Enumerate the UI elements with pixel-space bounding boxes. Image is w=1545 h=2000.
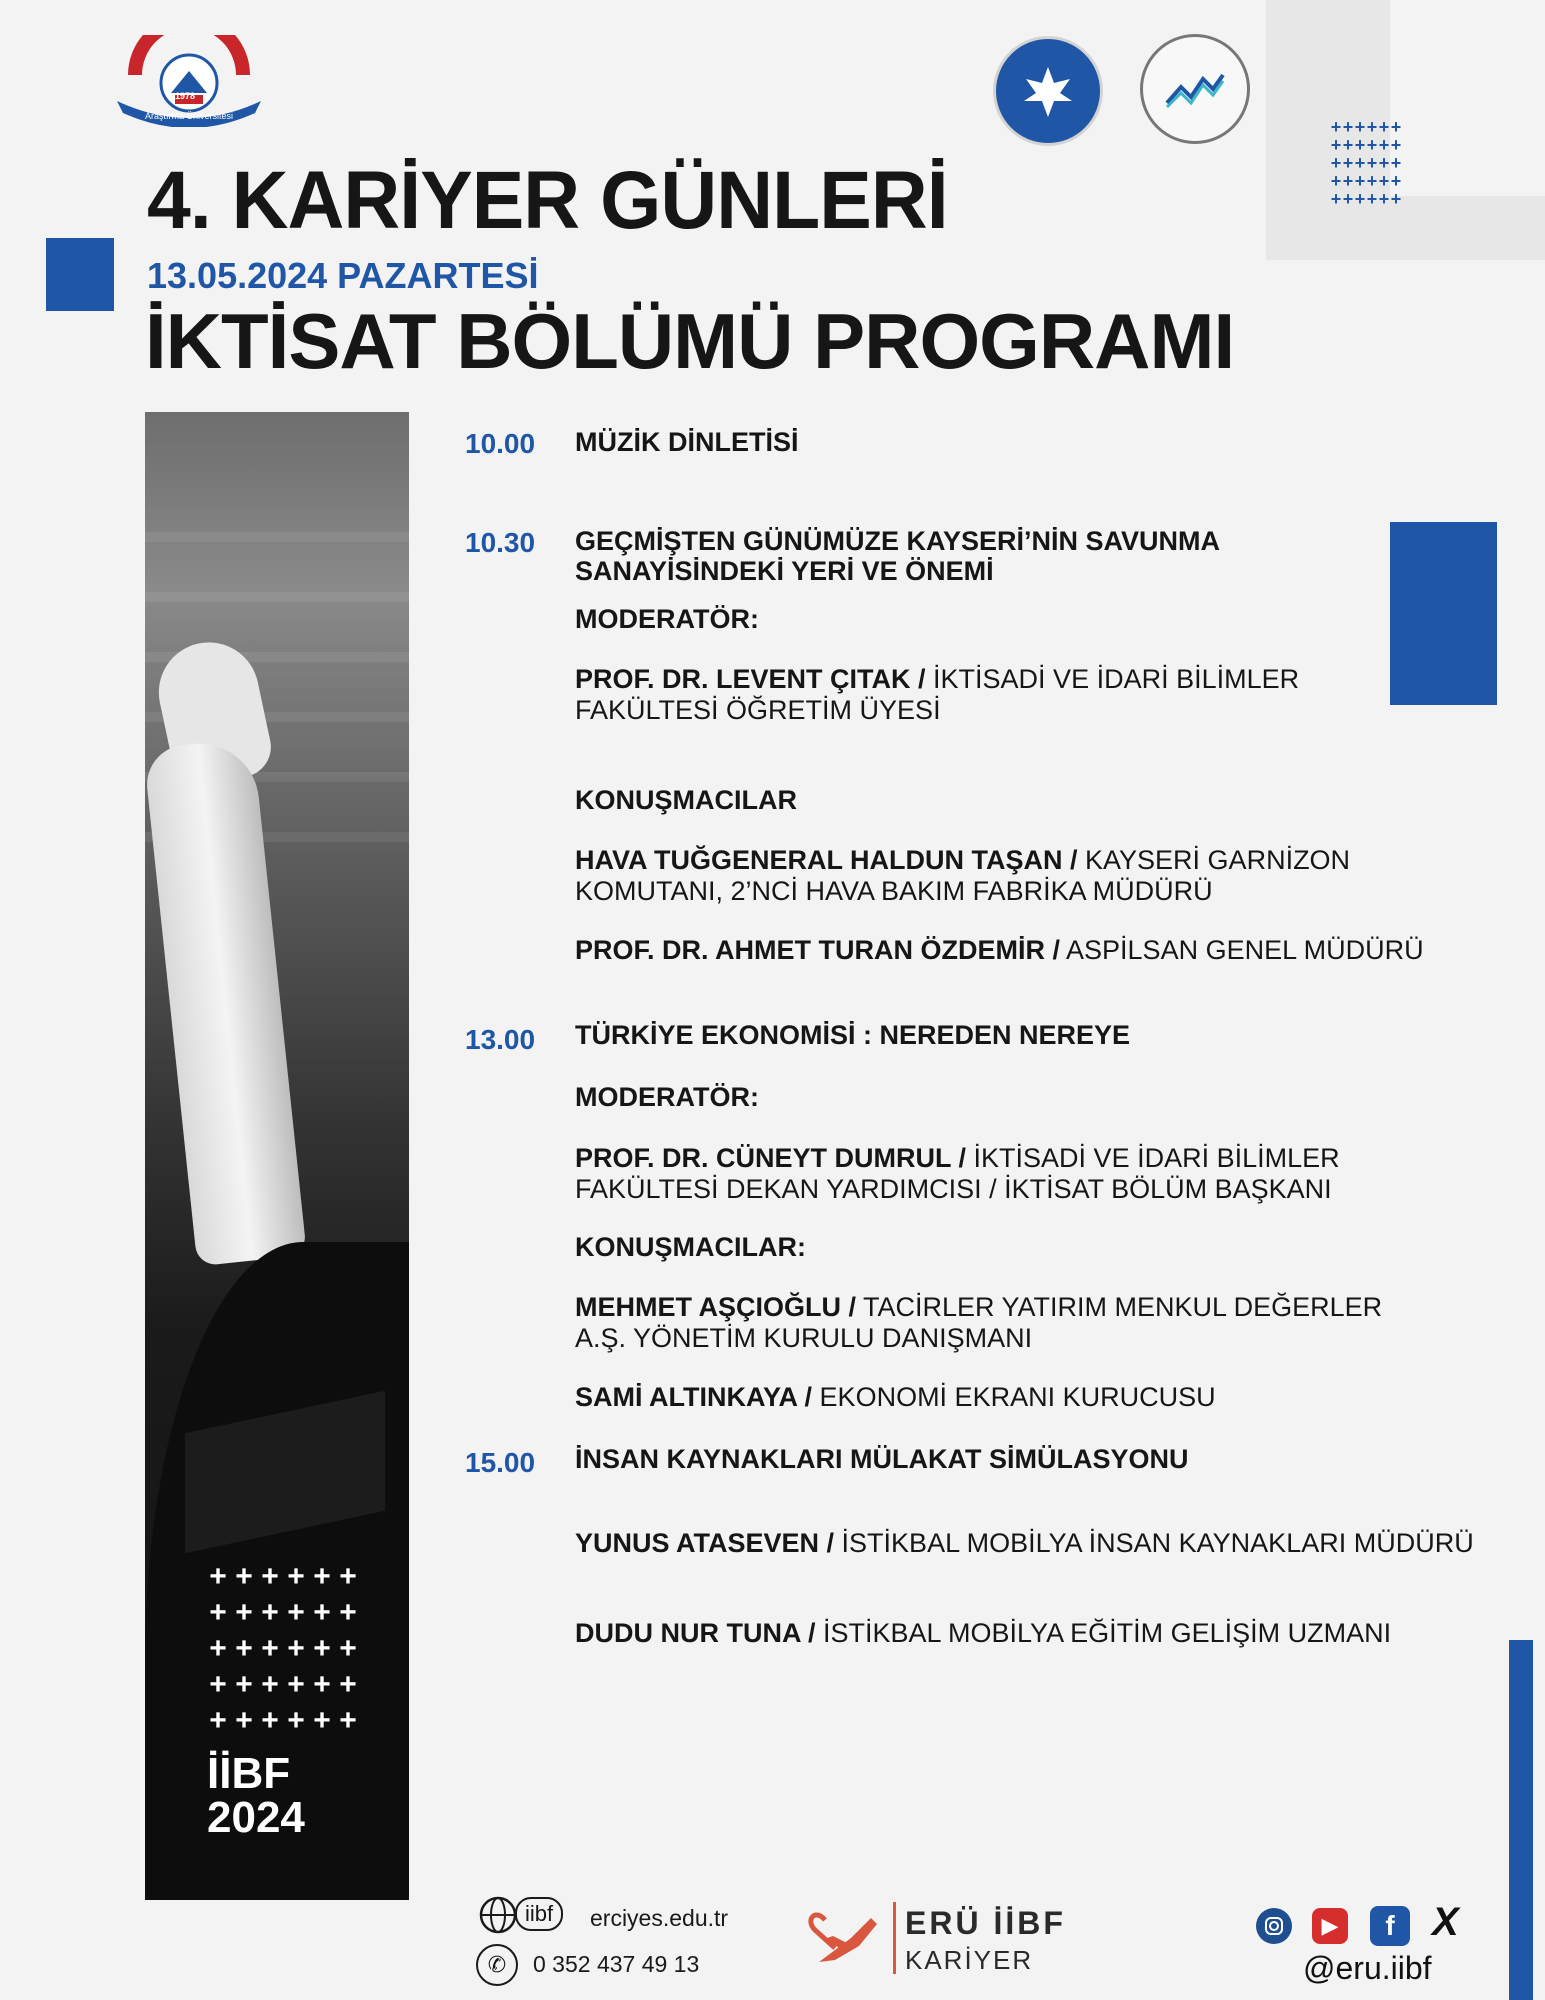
schedule-time: 13.00 xyxy=(465,1024,536,1055)
youtube-icon[interactable]: ▶ xyxy=(1312,1908,1348,1944)
moderator-entry: PROF. DR. LEVENT ÇITAK / İKTİSADİ VE İDARİ BİLİMLER FAKÜLTESİ ÖĞRETİM ÜYESİ xyxy=(575,664,1300,726)
program-title: İKTİSAT BÖLÜMÜ PROGRAMI xyxy=(145,297,1235,385)
schedule-item-title: GEÇMİŞTEN GÜNÜMÜZE KAYSERİ’NİN SAVUNMA SANAYİSİNDEKİ YERİ VE ÖNEMİ xyxy=(575,526,1221,586)
phone-number: 0 352 437 49 13 xyxy=(533,1951,700,1977)
erciyes-university-logo xyxy=(115,35,263,127)
page-title: 4. KARİYER GÜNLERİ xyxy=(147,155,948,246)
speakers-label: KONUŞMACILAR: xyxy=(575,1232,806,1262)
phone-icon: ✆ xyxy=(476,1944,518,1986)
plus-pattern-photo: + + + + + + + + + + + + + + + + + + + + + + + + + + + + + + xyxy=(209,1560,357,1737)
graduation-photo xyxy=(145,412,409,1900)
faculty-seal-logo xyxy=(993,36,1103,146)
schedule-time: 10.00 xyxy=(465,428,536,459)
moderator-label: MODERATÖR: xyxy=(575,604,759,634)
instagram-icon[interactable] xyxy=(1256,1908,1292,1944)
schedule-item-title: İNSAN KAYNAKLARI MÜLAKAT SİMÜLASYONU xyxy=(575,1444,1189,1474)
speaker-entry: SAMİ ALTINKAYA / EKONOMİ EKRANI KURUCUSU xyxy=(575,1382,1216,1412)
plus-pattern-top: + + + + + + + + + + + + + + + + + + + + + + + + + + + + + + xyxy=(1330,117,1402,209)
event-date: 13.05.2024 PAZARTESİ xyxy=(147,255,539,296)
speaker-entry: PROF. DR. AHMET TURAN ÖZDEMİR / ASPİLSAN GENEL MÜDÜRÜ xyxy=(575,935,1424,965)
photo-caption: İİBF 2024 xyxy=(207,1749,305,1842)
brand-subtitle: KARİYER xyxy=(905,1945,1034,1975)
website-link[interactable]: erciyes.edu.tr xyxy=(590,1905,729,1931)
facebook-icon[interactable]: f xyxy=(1370,1906,1410,1946)
schedule-time: 15.00 xyxy=(465,1447,536,1478)
speaker-entry: DUDU NUR TUNA / İSTİKBAL MOBİLYA EĞİTİM GELİŞİM UZMANI xyxy=(575,1618,1392,1648)
accent-bar-bottom-right xyxy=(1509,1640,1533,2000)
speakers-label: KONUŞMACILAR xyxy=(575,785,797,815)
university-year: 1978 xyxy=(175,91,196,101)
corner-decor xyxy=(1266,0,1545,260)
moderator-label: MODERATÖR: xyxy=(575,1082,759,1112)
accent-square-left xyxy=(46,238,114,311)
schedule-item-title: MÜZİK DİNLETİSİ xyxy=(575,427,799,457)
globe-icon xyxy=(478,1895,518,1935)
university-tagline: Araştırma Üniversitesi xyxy=(145,111,234,121)
accent-rect-right xyxy=(1390,522,1497,705)
plane-heart-icon xyxy=(805,1898,885,1978)
moderator-entry: PROF. DR. CÜNEYT DUMRUL / İKTİSADİ VE İDARİ BİLİMLER FAKÜLTESİ DEKAN YARDIMCISI / İKTİSAT BÖLÜM BAŞKANI xyxy=(575,1143,1340,1205)
social-handle: @eru.iibf xyxy=(1303,1950,1432,1986)
web-badge: iibf xyxy=(515,1897,563,1931)
schedule-time: 10.30 xyxy=(465,527,536,558)
brand-divider xyxy=(893,1902,896,1974)
economics-club-logo xyxy=(1140,34,1250,144)
schedule-item-title: TÜRKİYE EKONOMİSİ : NEREDEN NEREYE xyxy=(575,1020,1131,1050)
speaker-entry: MEHMET AŞÇIOĞLU / TACİRLER YATIRIM MENKUL DEĞERLER A.Ş. YÖNETİM KURULU DANIŞMANI xyxy=(575,1292,1383,1354)
x-icon[interactable]: X xyxy=(1432,1900,1459,1944)
speaker-entry: HAVA TUĞGENERAL HALDUN TAŞAN / KAYSERİ GARNİZON KOMUTANI, 2’NCİ HAVA BAKIM FABRİKA MÜDÜRÜ xyxy=(575,845,1351,907)
speaker-entry: YUNUS ATASEVEN / İSTİKBAL MOBİLYA İNSAN KAYNAKLARI MÜDÜRÜ xyxy=(575,1528,1474,1558)
brand-name: ERÜ İİBF xyxy=(905,1905,1066,1941)
